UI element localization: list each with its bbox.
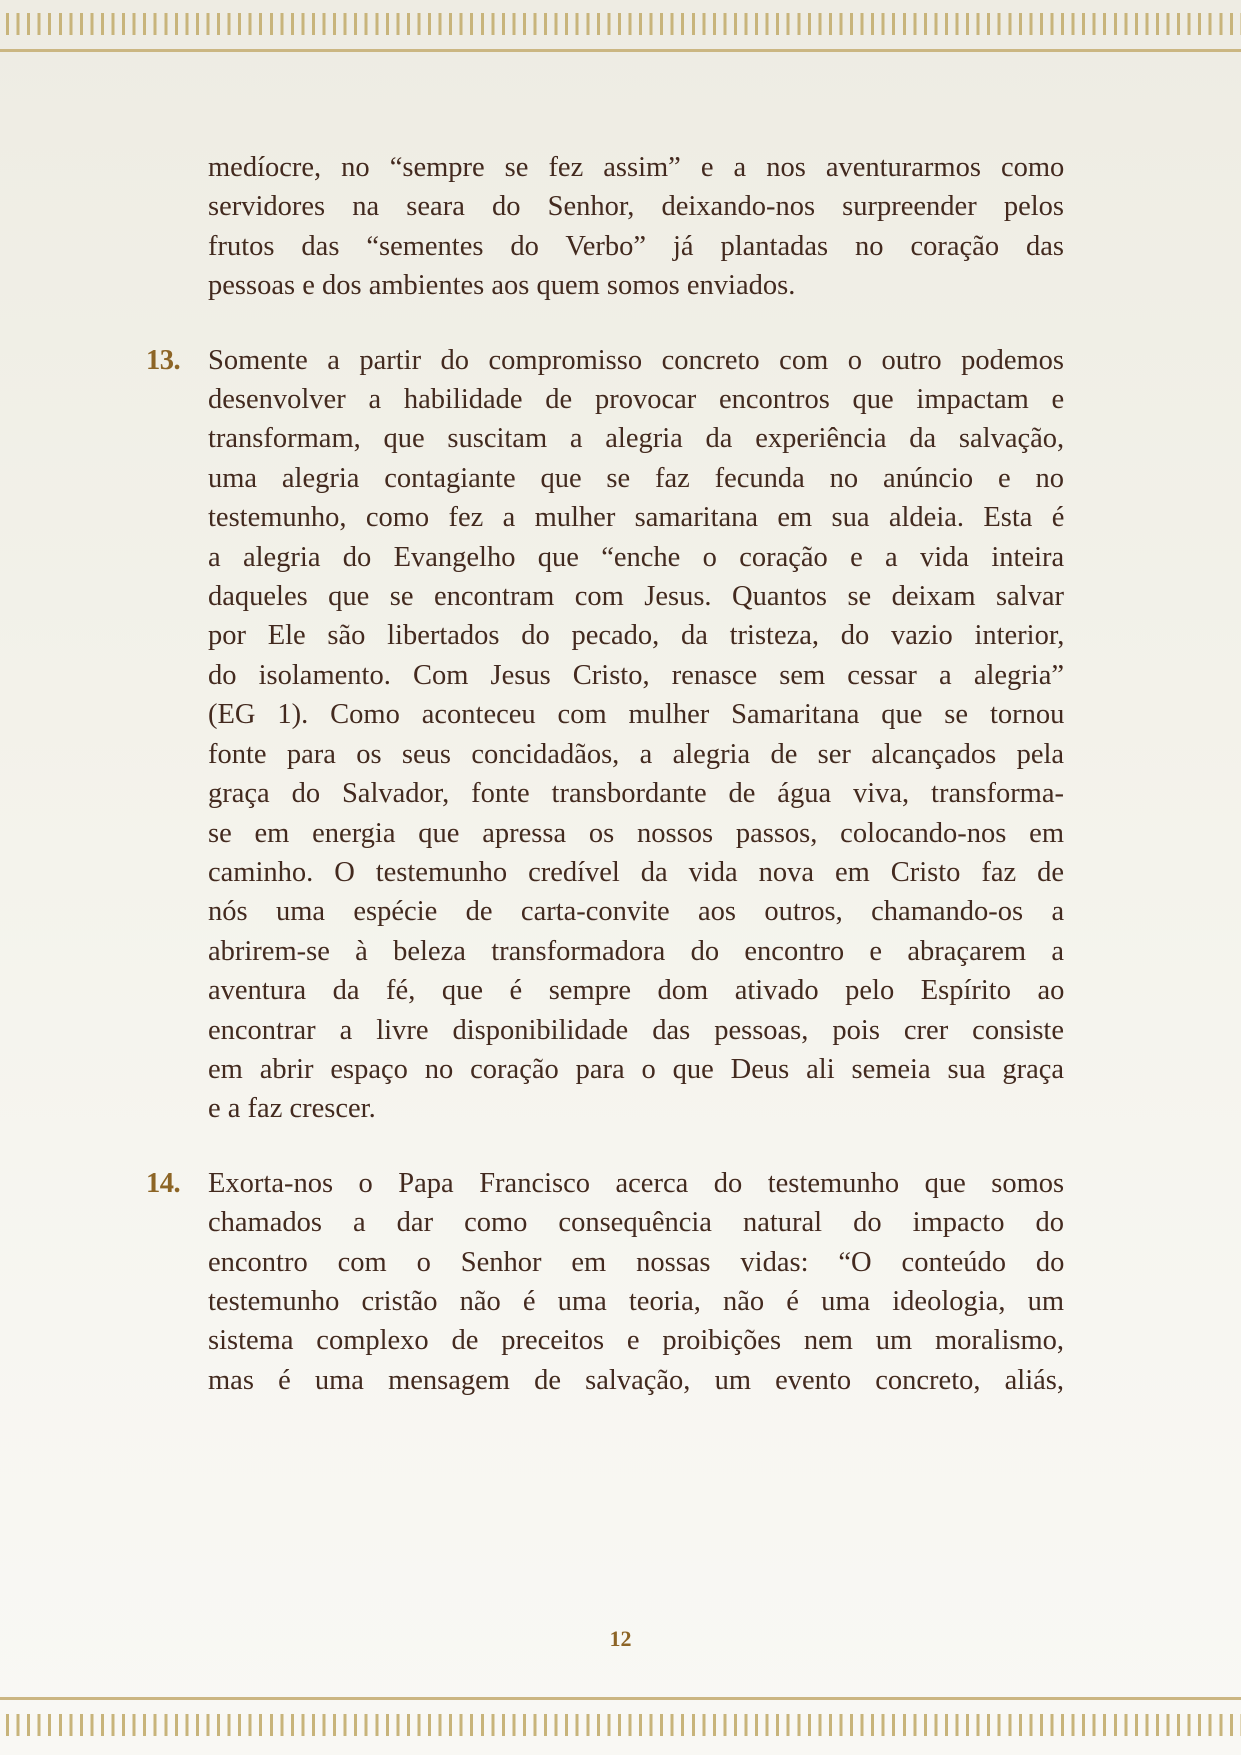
text-line: encontro com o Senhor em nossas vidas: “O conteúdo do [208,1246,1065,1278]
top-border-line [0,49,1241,52]
page-body [146,148,1064,1435]
text-line: servidores na seara do Senhor, deixando-nos surpreender pelos [208,191,1064,223]
text-line: se em energia que apressa os nossos passos, colocando-nos em [208,817,1064,849]
text-line: e a faz crescer. [208,1093,376,1125]
text-line: uma alegria contagiante que se faz fecunda no anúncio e no [208,462,1064,494]
text-line: medíocre, no “sempre se fez assim” e a nos aventurarmos como [208,152,1065,183]
text-line: frutos das “sementes do Verbo” já plantadas no coração das [208,230,1064,262]
text-line: por Ele são libertados do pecado, da tristeza, do vazio interior, [208,620,1065,652]
top-decorative-ticks [0,13,1241,35]
text-line: em abrir espaço no coração para o que Deus ali semeia sua graça [208,1053,1065,1085]
text-line: Exorta-nos o Papa Francisco acerca do testemunho que somos [208,1167,1065,1199]
paragraph-number: 13. [146,344,181,376]
text-line: nós uma espécie de carta-convite aos outros, chamando-os a [208,896,1065,928]
paragraph-14 [146,1164,1064,1400]
text-line: transformam, que suscitam a alegria da experiência da salvação, [208,423,1065,455]
text-line: graça do Salvador, fonte transbordante de água viva, transforma- [208,778,1064,810]
text-line: sistema complexo de preceitos e proibições nem um moralismo, [208,1325,1064,1357]
text-line: abrirem-se à beleza transformadora do encontro e abraçarem a [208,935,1064,967]
text-line: a alegria do Evangelho que “enche o coração e a vida inteira [208,541,1065,573]
text-line: daqueles que se encontram com Jesus. Quantos se deixam salvar [208,581,1065,613]
text-line: desenvolver a habilidade de provocar encontros que impactam e [208,384,1065,416]
paragraph-13 [146,341,1064,1129]
text-line: mas é uma mensagem de salvação, um evento concreto, aliás, [208,1364,1064,1396]
text-line: fonte para os seus concidadãos, a alegria de ser alcançados pela [208,738,1065,770]
text-line: aventura da fé, que é sempre dom ativado pelo Espírito ao [208,975,1065,1007]
text-line: Somente a partir do compromisso concreto com o outro podemos [208,344,1064,376]
text-line: encontrar a livre disponibilidade das pessoas, pois crer consiste [208,1014,1065,1046]
paragraph-number: 14. [146,1167,181,1199]
text-line: testemunho cristão não é uma teoria, não é uma ideologia, um [208,1285,1064,1317]
text-line: caminho. O testemunho credível da vida nova em Cristo faz de [208,856,1064,888]
text-line: (EG 1). Como aconteceu com mulher Samaritana que se tornou [208,699,1065,731]
text-line: testemunho, como fez a mulher samaritana em sua aldeia. Esta é [208,502,1065,534]
text-line: chamados a dar como consequência natural do impacto do [208,1207,1064,1239]
page-number: 12 [609,1626,632,1651]
text-line: pessoas e dos ambientes aos quem somos enviados. [208,270,796,302]
paragraph-continued [146,148,1064,306]
bottom-border-line [0,1697,1241,1700]
text-line: do isolamento. Com Jesus Cristo, renasce sem cessar a alegria” [208,659,1065,691]
bottom-decorative-ticks [0,1714,1241,1736]
